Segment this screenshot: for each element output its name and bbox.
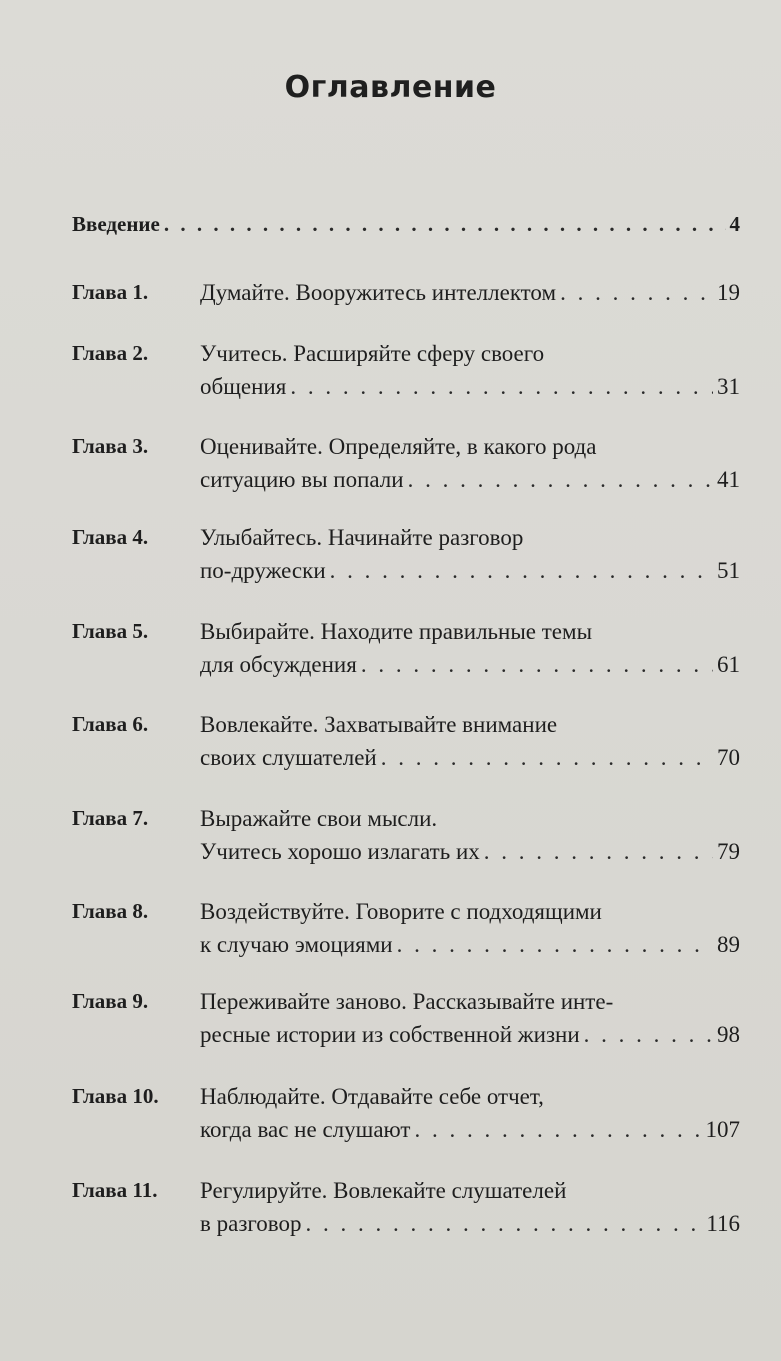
chapter-title-line-1: Воздействуйте. Говорите с подходящими — [200, 899, 602, 924]
toc-page-number: 51 — [717, 558, 740, 583]
chapter-label: Глава 5. — [72, 619, 149, 643]
toc-line — [200, 648, 740, 681]
dot-leader — [484, 835, 713, 868]
chapter-title-line-1: Выбирайте. Находите правильные темы — [200, 619, 593, 644]
toc-page-number: 89 — [717, 932, 740, 957]
chapter-label: Глава 8. — [72, 899, 149, 923]
chapter-label: Глава 6. — [72, 712, 149, 736]
chapter-title-line-2: в разговор — [200, 1211, 302, 1236]
toc-page-number: 79 — [717, 839, 740, 864]
chapter-title-line-1: Выражайте свои мысли. — [200, 806, 438, 831]
chapter-label: Глава 11. — [72, 1178, 158, 1202]
chapter-title-line-2: Учитесь хорошо излагать их — [200, 839, 480, 864]
chapter-title-line-2: своих слушателей — [200, 745, 377, 770]
toc-intro-label: Введение — [72, 212, 160, 236]
chapter-title-line-1: Оценивайте. Определяйте, в какого рода — [200, 434, 597, 459]
chapter-title-line-2: общения — [200, 374, 287, 399]
toc-page-number: 116 — [706, 1211, 740, 1236]
dot-leader — [408, 463, 713, 496]
toc-page-number: 19 — [717, 280, 740, 305]
toc-line — [200, 928, 740, 961]
toc-line — [200, 1113, 740, 1146]
toc-line — [200, 554, 740, 587]
chapter-title-line-2: ситуацию вы попали — [200, 467, 404, 492]
chapter-title-line-1: Учитесь. Расширяйте сферу своего — [200, 341, 545, 366]
toc-line — [200, 1174, 740, 1207]
toc-line — [200, 1018, 740, 1051]
dot-leader — [560, 276, 713, 309]
dot-leader — [381, 741, 713, 774]
page-title: Оглавление — [284, 70, 497, 105]
toc-line — [200, 741, 740, 774]
chapter-label: Глава 2. — [72, 341, 149, 365]
chapter-title-line-2: ресные истории из собственной жизни — [200, 1022, 580, 1047]
toc-line — [200, 337, 740, 370]
toc-line — [200, 370, 740, 403]
dot-leader — [305, 1207, 702, 1240]
toc-page-number: 31 — [717, 374, 740, 399]
chapter-label: Глава 3. — [72, 434, 149, 458]
dot-leader — [290, 370, 713, 403]
toc-page-number: 41 — [717, 467, 740, 492]
toc-line — [200, 835, 740, 868]
chapter-title-line-1: Переживайте заново. Рассказывайте инте- — [200, 989, 614, 1014]
toc-line — [200, 276, 740, 309]
dot-leader — [414, 1113, 701, 1146]
chapter-label: Глава 7. — [72, 806, 149, 830]
dot-leader — [164, 208, 726, 241]
chapter-title-line-2: когда вас не слушают — [200, 1117, 411, 1142]
chapter-title-line-1: Наблюдайте. Отдавайте себе отчет, — [200, 1084, 544, 1109]
dot-leader — [361, 648, 713, 681]
dot-leader — [397, 928, 713, 961]
toc-page-number: 70 — [717, 745, 740, 770]
toc-line — [200, 895, 740, 928]
toc-line — [72, 208, 740, 241]
toc-line — [200, 463, 740, 496]
toc-line — [200, 1207, 740, 1240]
chapter-title-line-1: Вовлекайте. Захватывайте внимание — [200, 712, 558, 737]
toc-line — [200, 985, 740, 1018]
chapter-title-line-2: по-дружески — [200, 558, 326, 583]
toc-line — [200, 430, 740, 463]
dot-leader — [584, 1018, 713, 1051]
toc-line — [200, 615, 740, 648]
toc-page-number: 107 — [705, 1117, 740, 1142]
toc-line — [200, 1080, 740, 1113]
chapter-title-line-2: к случаю эмоциями — [200, 932, 393, 957]
chapter-label: Глава 9. — [72, 989, 149, 1013]
toc-page-number: 4 — [729, 212, 740, 236]
toc-line — [200, 802, 740, 835]
chapter-label: Глава 1. — [72, 280, 149, 304]
chapter-title-line-1: Улыбайтесь. Начинайте разговор — [200, 525, 524, 550]
toc-page-number: 61 — [717, 652, 740, 677]
chapter-title-line-1: Регулируйте. Вовлекайте слушателей — [200, 1178, 567, 1203]
toc-line — [200, 708, 740, 741]
dot-leader — [330, 554, 713, 587]
toc-line — [200, 521, 740, 554]
chapter-title: Думайте. Вооружитесь интеллектом — [200, 280, 557, 305]
chapter-title-line-2: для обсуждения — [200, 652, 357, 677]
chapter-label: Глава 4. — [72, 525, 149, 549]
toc-entry-intro — [72, 208, 740, 241]
chapter-label: Глава 10. — [72, 1084, 159, 1108]
toc-page-number: 98 — [717, 1022, 740, 1047]
